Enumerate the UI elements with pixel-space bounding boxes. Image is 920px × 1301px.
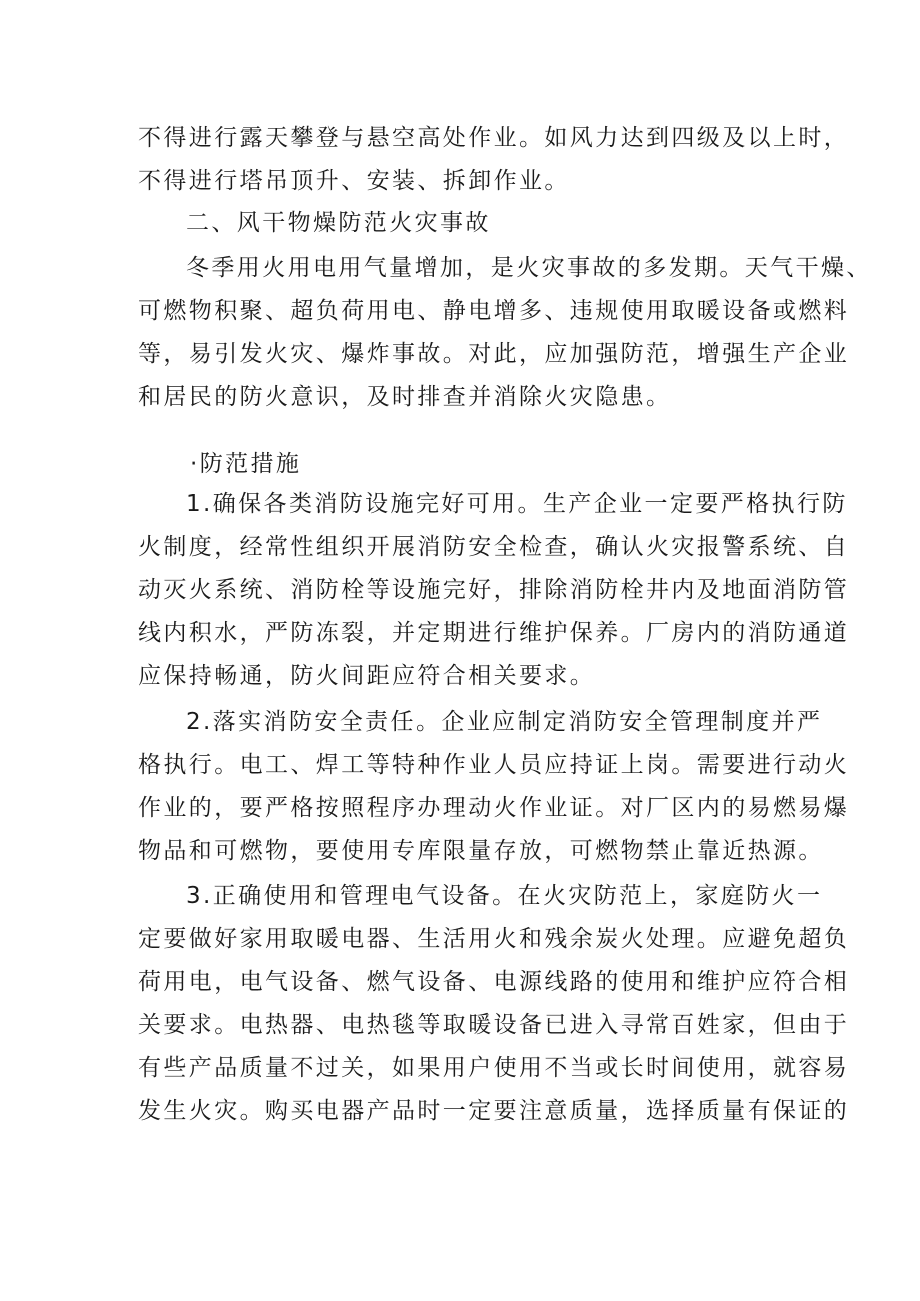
measure3-line-2: 定要做好家用取暖电器、生活用火和残余炭火处理。应避免超负 (138, 926, 850, 952)
measure2-line-4: 物品和可燃物，要使用专库限量存放，可燃物禁止靠近热源。 (138, 838, 824, 864)
section-heading-fire: 二、风干物燥防范火灾事故 (186, 210, 491, 236)
measure3-line-1: 3.正确使用和管理电气设备。在火灾防范上，家庭防火一 (186, 883, 823, 909)
measure1-line-2: 火制度，经常性组织开展消防安全检查，确认火灾报警系统、自 (138, 534, 850, 560)
measure1-line-1: 1.确保各类消防设施完好可用。生产企业一定要严格执行防 (186, 491, 848, 517)
measures-heading: ·防范措施 (190, 451, 302, 477)
section2-para-line-2: 可燃物积聚、超负荷用电、静电增多、违规使用取暖设备或燃料 (138, 298, 850, 324)
section2-para-line-3: 等，易引发火灾、爆炸事故。对此，应加强防范，增强生产企业 (138, 341, 850, 367)
measure1-line-3: 动灭火系统、消防栓等设施完好，排除消防栓井内及地面消防管 (138, 577, 850, 603)
measure3-line-4: 关要求。电热器、电热毯等取暖设备已进入寻常百姓家，但由于 (138, 1012, 850, 1038)
measure3-line-5: 有些产品质量不过关，如果用户使用不当或长时间使用，就容易 (138, 1055, 850, 1081)
measure2-line-3: 作业的，要严格按照程序办理动火作业证。对厂区内的易燃易爆 (138, 795, 850, 821)
measure1-line-4: 线内积水，严防冻裂，并定期进行维护保养。厂房内的消防通道 (138, 620, 850, 646)
intro-line-2: 不得进行塔吊顶升、安装、拆卸作业。 (138, 168, 570, 194)
section2-para-line-4: 和居民的防火意识，及时排查并消除火灾隐患。 (138, 384, 672, 410)
measure2-line-2: 格执行。电工、焊工等特种作业人员应持证上岗。需要进行动火 (138, 752, 850, 778)
intro-line-1: 不得进行露天攀登与悬空高处作业。如风力达到四级及以上时， (138, 125, 850, 151)
measure3-line-3: 荷用电，电气设备、燃气设备、电源线路的使用和维护应符合相 (138, 969, 850, 995)
measure1-line-5: 应保持畅通，防火间距应符合相关要求。 (138, 663, 596, 689)
measure2-line-1: 2.落实消防安全责任。企业应制定消防安全管理制度并严 (186, 709, 823, 735)
section2-para-line-1: 冬季用火用电用气量增加，是火灾事故的多发期。天气干燥、 (186, 255, 872, 281)
measure3-line-6: 发生火灾。购买电器产品时一定要注意质量，选择质量有保证的 (138, 1098, 850, 1124)
